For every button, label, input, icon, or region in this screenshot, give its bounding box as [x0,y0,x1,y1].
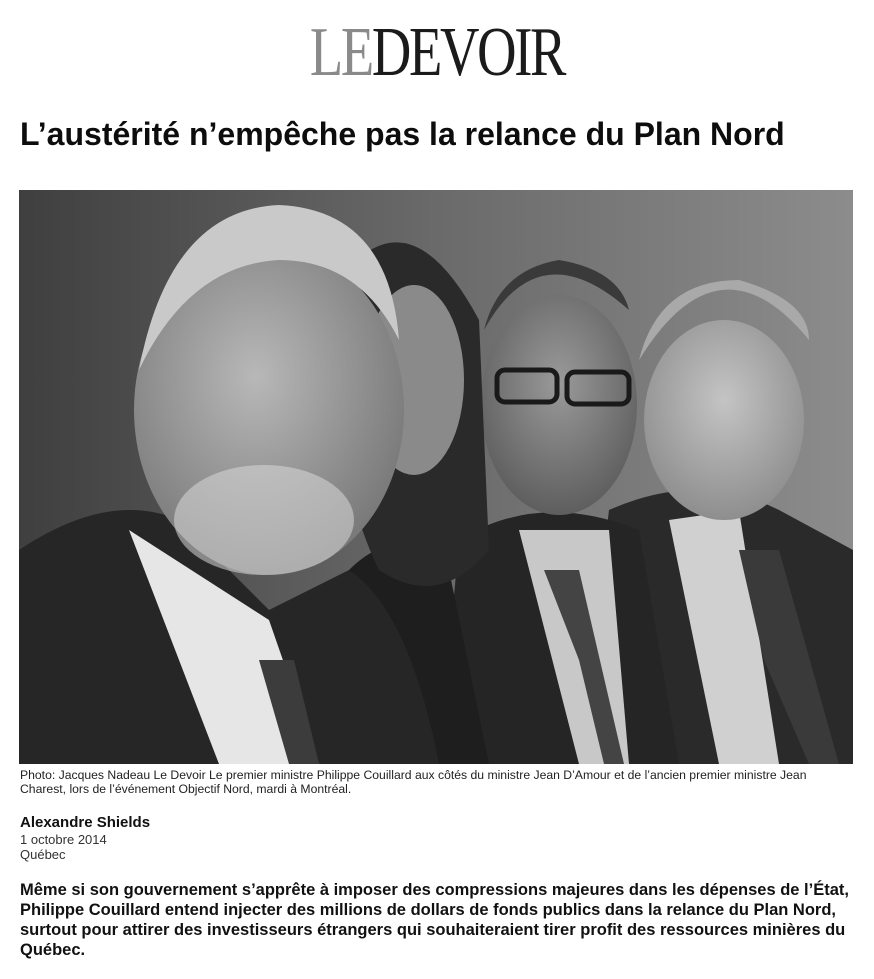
photo-caption: Photo: Jacques Nadeau Le Devoir Le premier ministre Philippe Couillard aux côtés du ministre Jean D’Amour et de l’ancien premier ministre Jean Charest, lors de l’événement Objectif Nord, mardi à Montréal. [20,768,807,796]
article-photo [19,190,853,764]
logo-le: LE [309,14,372,91]
author-name[interactable]: Alexandre Shields [20,814,151,831]
article-headline: L’austérité n’empêche pas la relance du Plan Nord [20,116,785,152]
byline [20,814,854,862]
publish-date: 1 octobre 2014 [20,832,107,847]
dateline-location: Québec [20,847,66,862]
article-lead: Même si son gouvernement s’apprête à imposer des compressions majeures dans les dépenses de l’État, Philippe Couillard entend injecter des millions de dollars de fonds publics dans la relance du Plan Nord, surtout pour attirer des investisseurs étrangers qui souhaiteraient tirer profit des ressources minières du Québec. [20,881,849,959]
logo-devoir: DEVOIR [371,14,565,91]
photo-illustration [19,190,853,764]
masthead-logo[interactable] [96,14,778,91]
